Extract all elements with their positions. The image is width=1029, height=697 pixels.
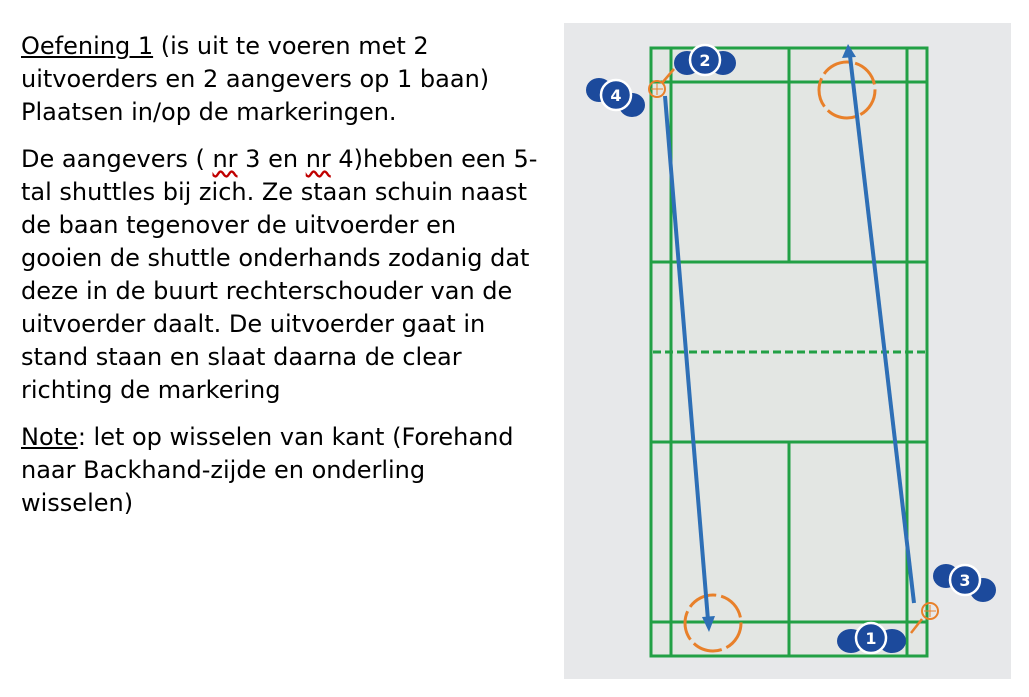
exercise-intro-text: (is uit te voeren met 2 uitvoerders en 2 aangevers op 1 baan) Plaatsen in/op de markeringen. [21,32,490,126]
feeders-text-3: 4)hebben een 5-tal shuttles bij zich. Ze staan schuin naast de baan tegenover de uitvoerder en gooien de shuttle onderhands zodanig dat deze in de buurt rechterschouder van de uitvoerder daalt. De uitvoerder gaat in stand staan en slaat daarna de clear richting de markering [21,145,538,404]
player-4-number: 4 [610,86,622,105]
feeders-text-2: 3 en [237,145,306,173]
note-label: Note [21,423,78,451]
exercise-intro [21,30,541,129]
feeders-text-1: De aangevers ( [21,145,213,173]
note-paragraph [21,421,541,520]
feeders-paragraph [21,143,541,407]
note-text: : let op wisselen van kant (Forehand naar Backhand-zijde en onderling wisselen) [21,423,514,517]
court-diagram [564,23,1011,679]
player-2-number: 2 [699,51,711,70]
spellcheck-word-nr-1: nr [212,145,238,173]
spellcheck-word-nr-2: nr [305,145,331,173]
player-1-number: 1 [865,629,877,648]
instruction-text [21,30,541,534]
player-3-number: 3 [959,571,971,590]
exercise-title: Oefening 1 [21,32,154,60]
